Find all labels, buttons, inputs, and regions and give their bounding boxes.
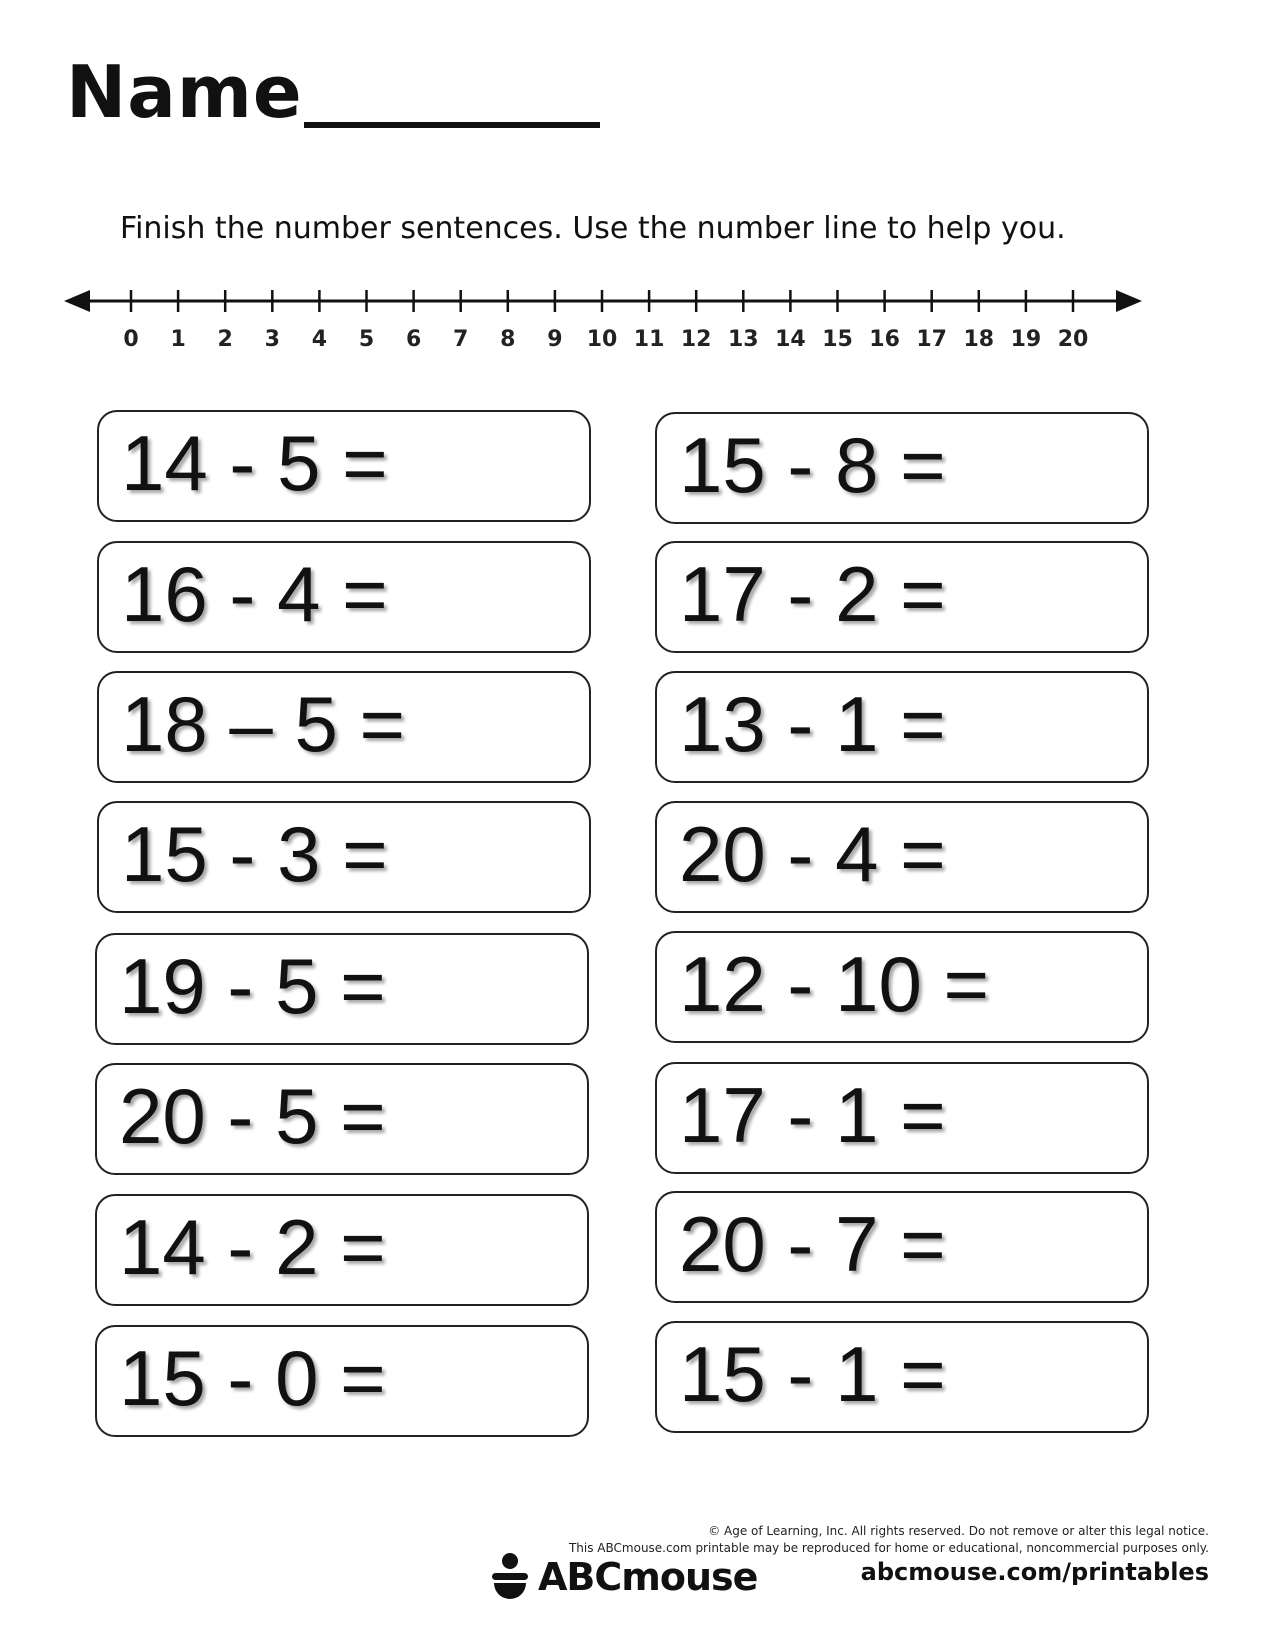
problem-equation: 17 - 1 = — [679, 1071, 946, 1159]
brand-name: ABCmouse — [538, 1555, 758, 1599]
problem-box[interactable] — [97, 410, 591, 522]
brand-logo — [490, 1552, 757, 1602]
number-line-label: 19 — [1010, 327, 1042, 352]
number-line-label: 18 — [963, 327, 995, 352]
number-line-label: 4 — [311, 327, 328, 352]
problem-equation: 20 - 7 = — [679, 1200, 946, 1288]
number-line-label: 0 — [123, 327, 139, 352]
problem-box[interactable] — [95, 1194, 589, 1306]
problem-box[interactable] — [655, 541, 1149, 653]
problem-equation: 14 - 2 = — [119, 1203, 386, 1291]
problem-equation: 15 - 0 = — [119, 1334, 386, 1422]
problem-box[interactable] — [655, 801, 1149, 913]
legal-line: This ABCmouse.com printable may be reproduced for home or educational, noncommercial purposes only. — [568, 1541, 1209, 1555]
problem-box[interactable] — [95, 1325, 589, 1437]
problem-equation: 19 - 5 = — [119, 942, 386, 1030]
left-arrow-icon — [64, 290, 90, 312]
number-line — [60, 290, 1210, 380]
number-line-label: 9 — [547, 327, 563, 352]
problem-box[interactable] — [97, 801, 591, 913]
abcmouse-logo-icon — [490, 1552, 530, 1602]
problem-equation: 14 - 5 = — [121, 419, 388, 507]
number-line-label: 12 — [680, 327, 712, 352]
problem-box[interactable] — [95, 933, 589, 1045]
number-line-label: 10 — [586, 327, 618, 352]
number-line-label: 5 — [358, 327, 375, 352]
problem-equation: 12 - 10 = — [679, 940, 990, 1028]
number-line-label: 11 — [633, 327, 665, 352]
number-line-label: 20 — [1057, 327, 1089, 352]
number-line-label: 1 — [170, 327, 186, 352]
number-line-label: 14 — [775, 327, 806, 352]
problem-equation: 15 - 3 = — [121, 810, 388, 898]
number-line-label: 6 — [405, 327, 422, 352]
number-line-label: 2 — [217, 327, 233, 352]
name-blank-line[interactable] — [304, 122, 600, 128]
number-line-label: 7 — [453, 327, 469, 352]
number-line-label: 15 — [822, 327, 853, 352]
name-label: Name — [66, 50, 303, 134]
problem-equation: 16 - 4 = — [121, 550, 388, 638]
problem-box[interactable] — [655, 1062, 1149, 1174]
problem-equation: 20 - 4 = — [679, 810, 946, 898]
number-line-label: 3 — [264, 327, 280, 352]
problem-equation: 18 – 5 = — [121, 680, 406, 768]
problem-box[interactable] — [97, 671, 591, 783]
number-line-label: 16 — [869, 327, 900, 352]
instructions: Finish the number sentences. Use the number line to help you. — [120, 211, 1066, 246]
problem-equation: 15 - 1 = — [679, 1330, 946, 1418]
problem-equation: 17 - 2 = — [679, 550, 946, 638]
problem-equation: 15 - 8 = — [679, 421, 946, 509]
problem-box[interactable] — [655, 1191, 1149, 1303]
legal-line: © Age of Learning, Inc. All rights reserved. Do not remove or alter this legal notice. — [708, 1524, 1209, 1538]
problem-equation: 20 - 5 = — [119, 1072, 386, 1160]
problem-box[interactable] — [655, 671, 1149, 783]
problem-box[interactable] — [97, 541, 591, 653]
number-line-label: 17 — [916, 327, 948, 352]
problem-box[interactable] — [655, 412, 1149, 524]
website-link[interactable]: abcmouse.com/printables — [860, 1558, 1209, 1586]
number-line-label: 13 — [727, 327, 759, 352]
problem-box[interactable] — [655, 931, 1149, 1043]
right-arrow-icon — [1116, 290, 1142, 312]
problem-equation: 13 - 1 = — [679, 680, 946, 768]
number-line-label: 8 — [500, 327, 516, 352]
problem-box[interactable] — [95, 1063, 589, 1175]
number-line-graphic — [60, 290, 1210, 380]
problem-box[interactable] — [655, 1321, 1149, 1433]
